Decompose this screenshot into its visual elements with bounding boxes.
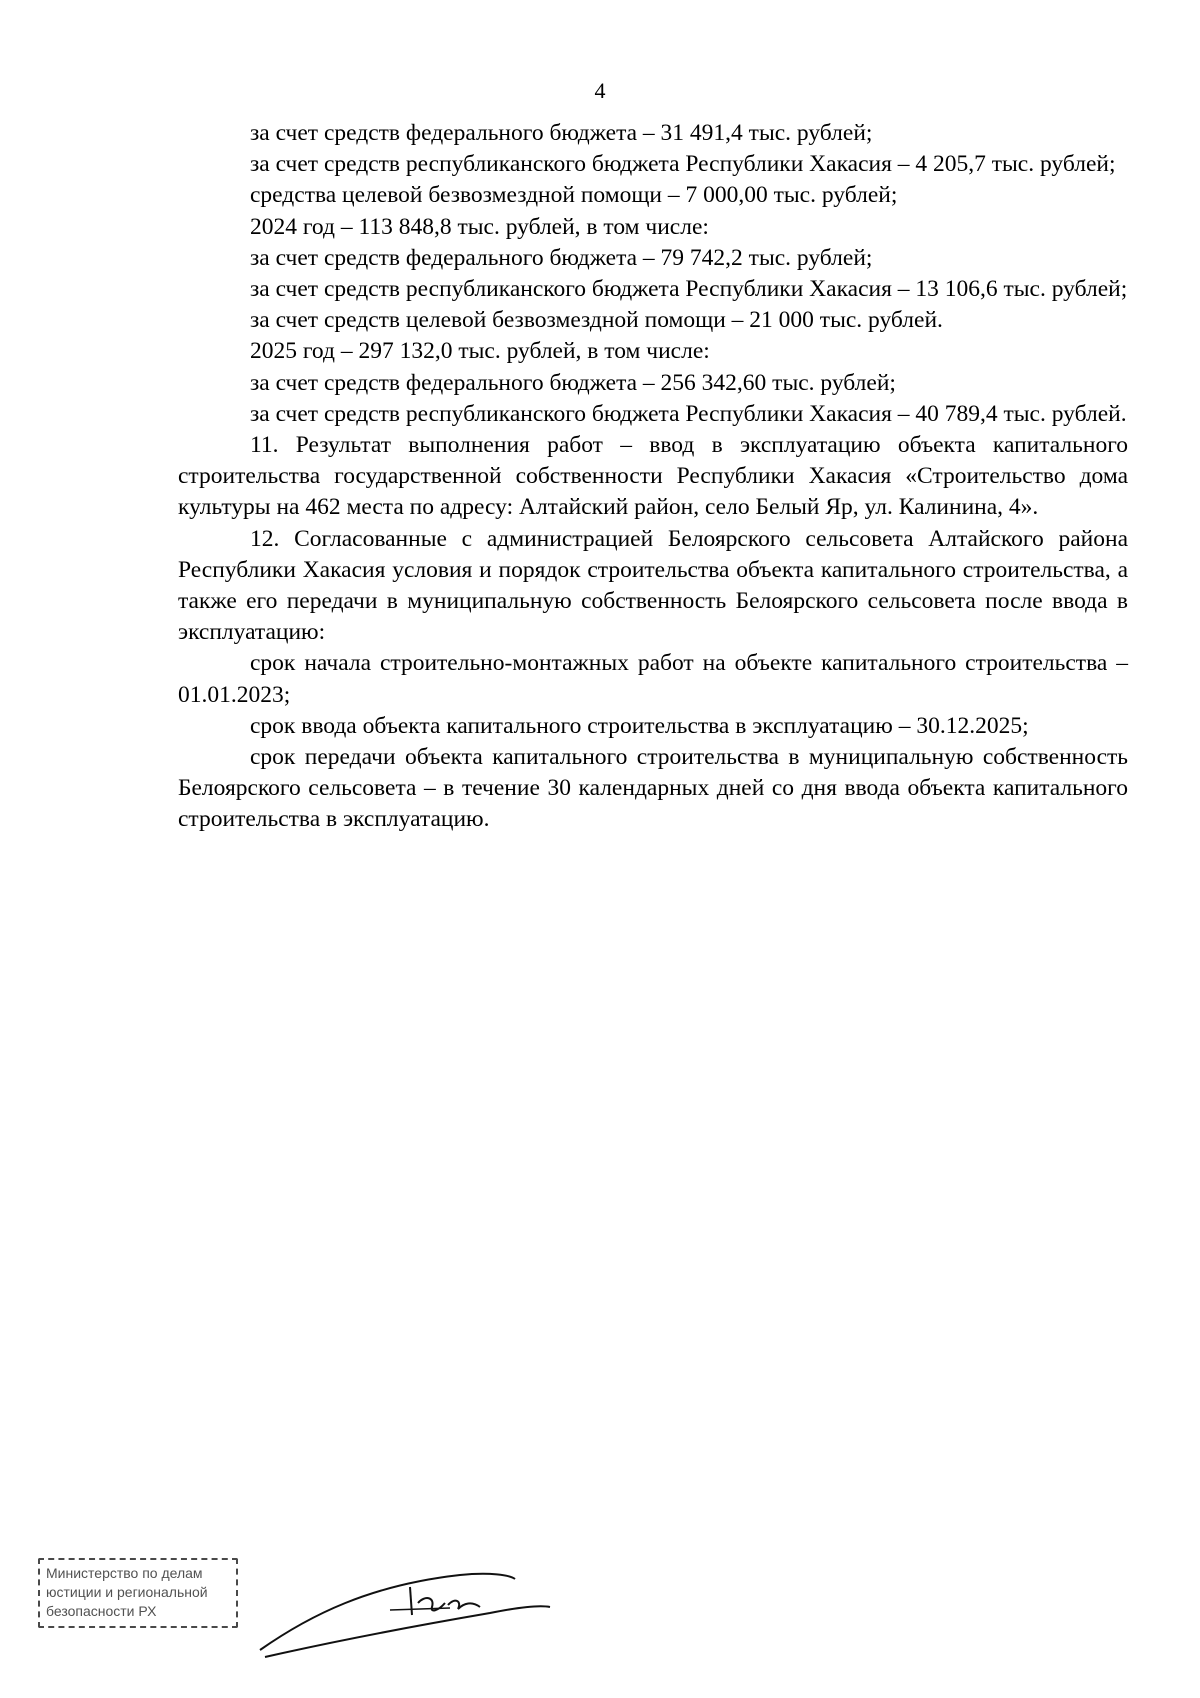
paragraph-start-date: срок начала строительно-монтажных работ на объекте капитального строительства – 01.01.2023; bbox=[178, 650, 1128, 708]
paragraph-item-11: 11. Результат выполнения работ – ввод в эксплуатацию объекта капитального строительства государственной собственности Республики Хакасия «Строительство дома культуры на 462 места по адресу: Алтайский район, село Белый Яр, ул. Калинина, 4». bbox=[178, 432, 1128, 521]
stamp-line: Министерство по делам bbox=[46, 1565, 203, 1581]
paragraph-republic-2024: за счет средств республиканского бюджета Республики Хакасия – 13 106,6 тыс. рублей; bbox=[250, 276, 1128, 303]
paragraph-federal-2025: за счет средств федерального бюджета – 256 342,60 тыс. рублей; bbox=[250, 369, 896, 396]
paragraph-federal-2024: за счет средств федерального бюджета – 79 742,2 тыс. рублей; bbox=[250, 244, 873, 271]
stamp-line: безопасности РХ bbox=[46, 1603, 157, 1619]
page-number: 4 bbox=[594, 78, 606, 103]
paragraph-year-2025: 2025 год – 297 132,0 тыс. рублей, в том числе: bbox=[250, 338, 710, 365]
ministry-stamp bbox=[38, 1558, 238, 1628]
paragraph-aid-2024: за счет средств целевой безвозмездной помощи – 21 000 тыс. рублей. bbox=[250, 307, 943, 334]
signature-icon bbox=[250, 1545, 600, 1665]
paragraph-year-2024: 2024 год – 113 848,8 тыс. рублей, в том числе: bbox=[250, 213, 709, 240]
paragraph-item-12: 12. Согласованные с администрацией Белоярского сельсовета Алтайского района Республики Хакасия условия и порядок строительства объекта капитального строительства, а также его передачи в муниципальную собственность Белоярского сельсовета после ввода в эксплуатацию: bbox=[178, 525, 1128, 646]
paragraph-republic-2023: за счет средств республиканского бюджета Республики Хакасия – 4 205,7 тыс. рублей; bbox=[250, 151, 1116, 178]
paragraph-federal-2023: за счет средств федерального бюджета – 31 491,4 тыс. рублей; bbox=[250, 120, 873, 146]
paragraph-commission-date: срок ввода объекта капитального строительства в эксплуатацию – 30.12.2025; bbox=[250, 712, 1029, 739]
stamp-line: юстиции и региональной bbox=[46, 1584, 208, 1600]
paragraph-aid-2023: средства целевой безвозмездной помощи – 7 000,00 тыс. рублей; bbox=[250, 182, 898, 209]
document-body bbox=[178, 118, 1128, 836]
paragraph-transfer-term: срок передачи объекта капитального строительства в муниципальную собственность Белоярского сельсовета – в течение 30 календарных дней со дня ввода объекта капитального строительства в эксплуатацию. bbox=[178, 744, 1128, 833]
paragraph-republic-2025: за счет средств республиканского бюджета Республики Хакасия – 40 789,4 тыс. рублей. bbox=[250, 400, 1127, 427]
